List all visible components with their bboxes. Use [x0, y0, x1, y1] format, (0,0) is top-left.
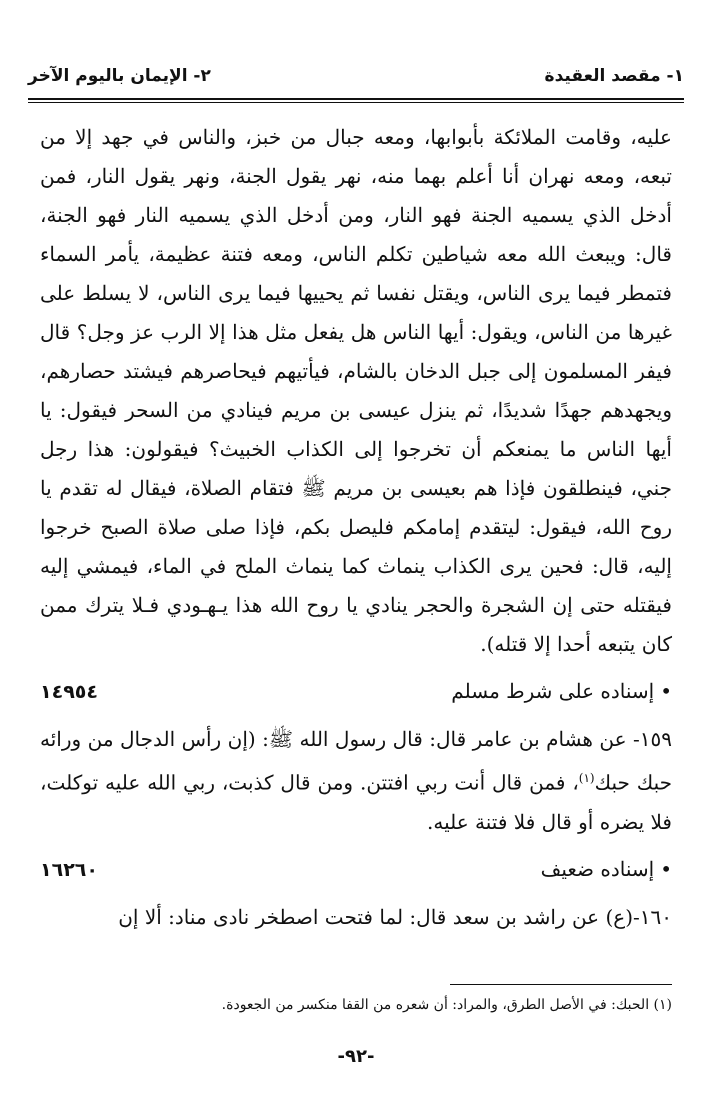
- hadith-159-part-b: ، فمن قال أنت ربي افتتن. ومن قال كذبت، ربي الله عليه توكلت، فلا يضره أو قال فلا فتنة عليه.: [40, 770, 672, 834]
- section-title: ٢- الإيمان باليوم الآخر: [28, 66, 211, 86]
- reference-number-1: ١٤٩٥٤: [40, 681, 98, 703]
- hadith-continuation: عليه، وقامت الملائكة بأبوابها، ومعه جبال من خبز، والناس في جهد إلا من تبعه، ومعه نهران أنا أعلم بهما منه، نهر يقول الجنة، ونهر يقول النار، فمن أدخل الذي يسميه الجنة فهو النار، ومن أدخل الذي يسميه النار فهو الجنة، قال: ويبعث الله معه شياطين تكلم الناس، ومعه فتنة عظيمة، يأمر السماء فتمطر فيما يرى الناس، ويقتل نفسا ثم يحييها فيما يرى الناس، لا يسلط على غيرها من الناس، ويقول: أيها الناس هل يفعل مثل هذا إلا الرب عز وجل؟ قال فيفر المسلمون إلى جبل الدخان بالشام، فيأتيهم فيحاصرهم فيشتد حصارهم، ويجهدهم جهدًا شديدًا، ثم ينزل عيسى بن مريم فينادي من السحر فيقول: يا أيها الناس ما يمنعكم أن تخرجوا إلى الكذاب الخبيث؟ فيقولون: هذا رجل جني، فينطلقون فإذا هم بعيسى بن مريم ﷺ فتقام الصلاة، فيقال له تقدم يا روح الله، فيقول: ليتقدم إمامكم فليصل بكم، فإذا صلى صلاة الصبح خرجوا إليه، قال: فحين يرى الكذاب ينماث كما ينماث الملح في الماء، فيمشي إليه فيقتله حتى إن الشجرة والحجر ينادي يا روح الله هذا يـهـودي فـلا يترك ممن كان يتبعه أحدا إلا قتله).: [40, 125, 672, 656]
- page-number: -٩٢-: [337, 1046, 375, 1067]
- grading-row-2: [40, 850, 672, 890]
- grading-text-1: • إسناده على شرط مسلم: [451, 672, 672, 711]
- grading-row-1: [40, 672, 672, 712]
- hadith-160: ١٦٠-(ع) عن راشد بن سعد قال: لما فتحت اصطخر نادى مناد: ألا إن: [118, 904, 672, 929]
- reference-number-2: ١٦٢٦٠: [40, 858, 98, 881]
- grading-text-2: • إسناده ضعيف: [541, 850, 672, 889]
- hadith-159-part-a: ١٥٩- عن هشام بن عامر قال: قال رسول الله ﷺ: (إن رأس الدجال من ورائه حبك حبك: [40, 727, 672, 795]
- footnote-rule: [450, 984, 672, 985]
- running-header: [28, 62, 684, 96]
- hadith-159: [40, 720, 672, 842]
- chapter-title: ١- مقصد العقيدة: [544, 66, 684, 86]
- header-rule: [28, 98, 684, 103]
- main-text: [40, 118, 672, 937]
- footnote-marker: (١): [578, 771, 595, 785]
- footnote: (١) الحبك: في الأصل الطرق، والمراد: أن شعره من القفا منكسر من الجعودة.: [221, 997, 672, 1013]
